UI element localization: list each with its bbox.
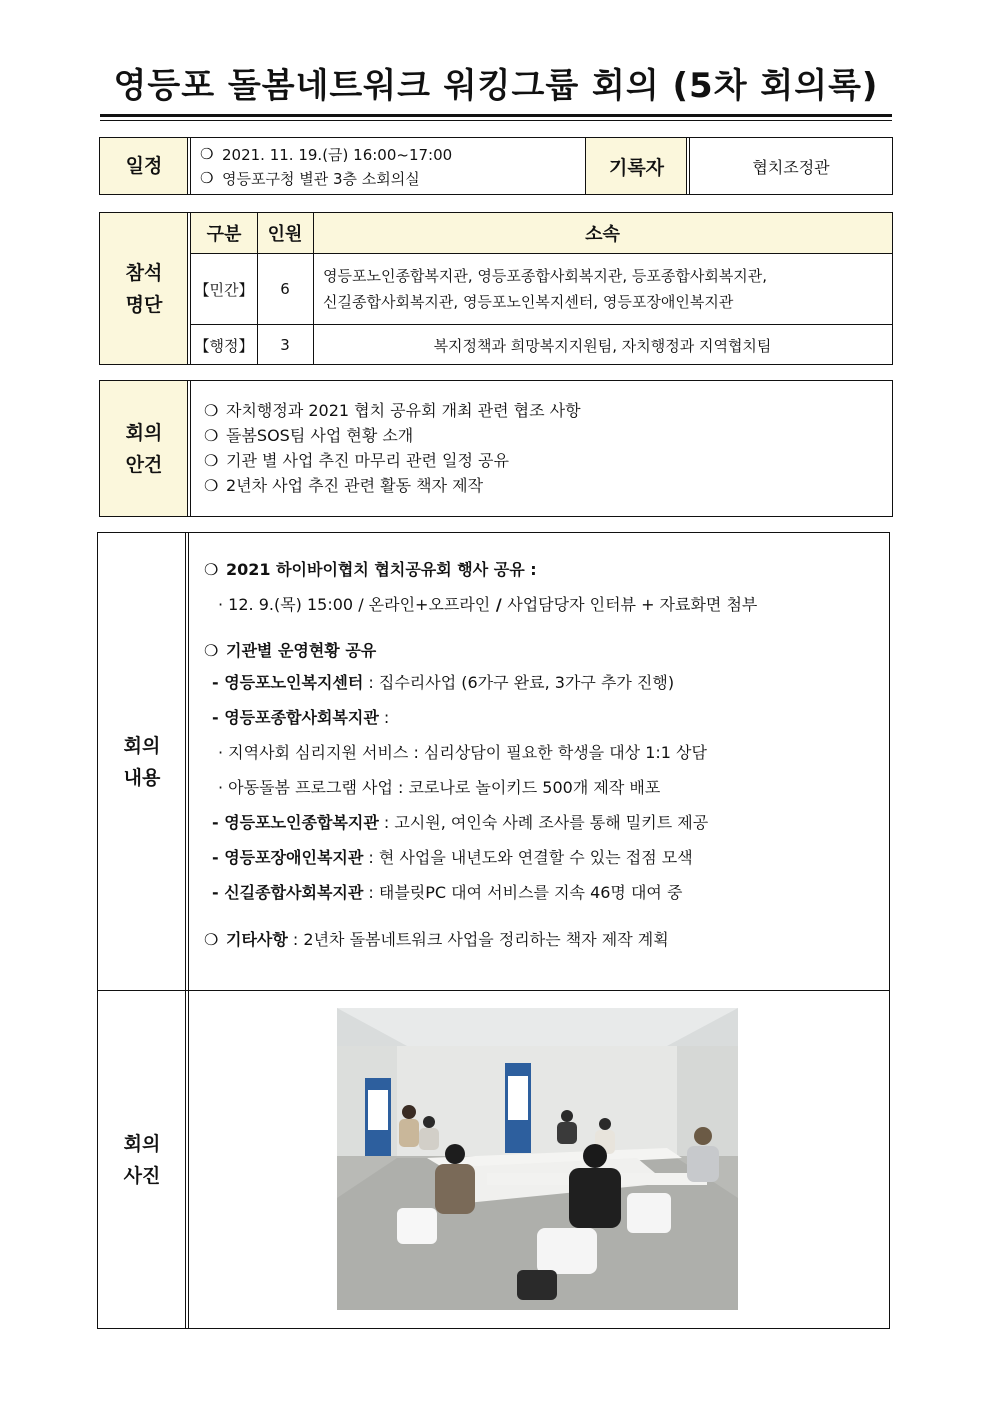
bullet-icon: ❍	[200, 169, 214, 187]
meeting-photo	[337, 1008, 738, 1310]
org-status-subitem: · 아동돌봄 프로그램 사업 : 코로나로 놀이키드 500개 제작 배포	[218, 778, 661, 797]
org-status-item: - 영등포장애인복지관 : 현 사업을 내년도와 연결할 수 있는 접점 모색	[212, 848, 693, 867]
agenda-item: ❍ 돌봄SOS팀 사업 현황 소개	[204, 426, 414, 445]
schedule-table	[99, 137, 893, 195]
bullet-icon: ❍	[200, 145, 214, 163]
bullet-icon: ❍	[204, 641, 219, 660]
header-orgs: 소속	[585, 224, 620, 245]
document-title: 영등포 돌봄네트워크 워킹그룹 회의 (5차 회의록)	[113, 66, 879, 106]
header-count: 인원	[267, 224, 303, 245]
org-status-subitem: · 지역사회 심리지원 서비스 : 심리상담이 필요한 학생을 대상 1:1 상담	[218, 743, 707, 762]
section-event-share: ❍ 2021 하이바이협치 협치공유회 행사 공유 :	[204, 560, 537, 579]
org-status-item: - 신길종합사회복지관 : 태블릿PC 대여 서비스를 지속 46명 대여 중	[212, 883, 683, 902]
row-admin-type: 【행정】	[194, 336, 254, 355]
schedule-label: 일정	[100, 138, 188, 194]
org-status-item: - 영등포종합사회복지관 :	[212, 708, 390, 727]
section-misc: ❍ 기타사항 : 2년차 돌봄네트워크 사업을 정리하는 책자 제작 계획	[204, 930, 669, 949]
recorder-label: 기록자	[586, 138, 687, 194]
bullet-icon: ❍	[204, 930, 219, 949]
row-civil-type: 【민간】	[194, 280, 254, 299]
row-admin-orgs: 복지정책과 희망복지지원팀, 자치행정과 지역협치팀	[433, 336, 772, 355]
org-status-item: - 영등포노인복지센터 : 집수리사업 (6가구 완료, 3가구 추가 진행)	[212, 673, 675, 692]
row-civil-count: 6	[280, 280, 290, 298]
content-label: 회의 내용	[123, 734, 161, 789]
title-divider-thin	[100, 120, 892, 121]
bullet-icon: ❍	[204, 476, 219, 495]
event-detail: · 12. 9.(목) 15:00 / 온라인+오프라인 / 사업담당자 인터뷰 + 자료화면 첨부	[218, 595, 758, 614]
recorder-value: 협치조정관	[752, 157, 830, 177]
bullet-icon: ❍	[204, 426, 219, 445]
section-org-status: ❍ 기관별 운영현황 공유	[204, 641, 377, 660]
header-type: 구분	[206, 224, 242, 245]
attendees-table	[99, 212, 893, 365]
schedule-date: ❍ 2021. 11. 19.(금) 16:00~17:00	[200, 145, 453, 164]
photo-label: 회의 사진	[123, 1133, 161, 1187]
row-admin-count: 3	[280, 336, 290, 354]
attendees-label: 참석 명단	[100, 213, 188, 364]
agenda-item: ❍ 2년차 사업 추진 관련 활동 책자 제작	[204, 476, 484, 495]
schedule-place: ❍ 영등포구청 별관 3층 소회의실	[200, 169, 420, 188]
bullet-icon: ❍	[204, 560, 219, 579]
agenda-label: 회의 안건	[100, 381, 188, 516]
row-civil-orgs: 영등포노인종합복지관, 영등포종합사회복지관, 등포종합사회복지관, 신길종합사회복지관, 영등포노인복지센터, 영등포장애인복지관	[323, 267, 768, 311]
org-status-item: - 영등포노인종합복지관 : 고시원, 여인숙 사례 조사를 통해 밀키트 제공	[212, 813, 709, 832]
bullet-icon: ❍	[204, 401, 219, 420]
agenda-item: ❍ 자치행정과 2021 협치 공유회 개최 관련 협조 사항	[204, 401, 581, 420]
agenda-item: ❍ 기관 별 사업 추진 마무리 관련 일정 공유	[204, 451, 509, 470]
bullet-icon: ❍	[204, 451, 219, 470]
title-divider	[100, 114, 892, 117]
